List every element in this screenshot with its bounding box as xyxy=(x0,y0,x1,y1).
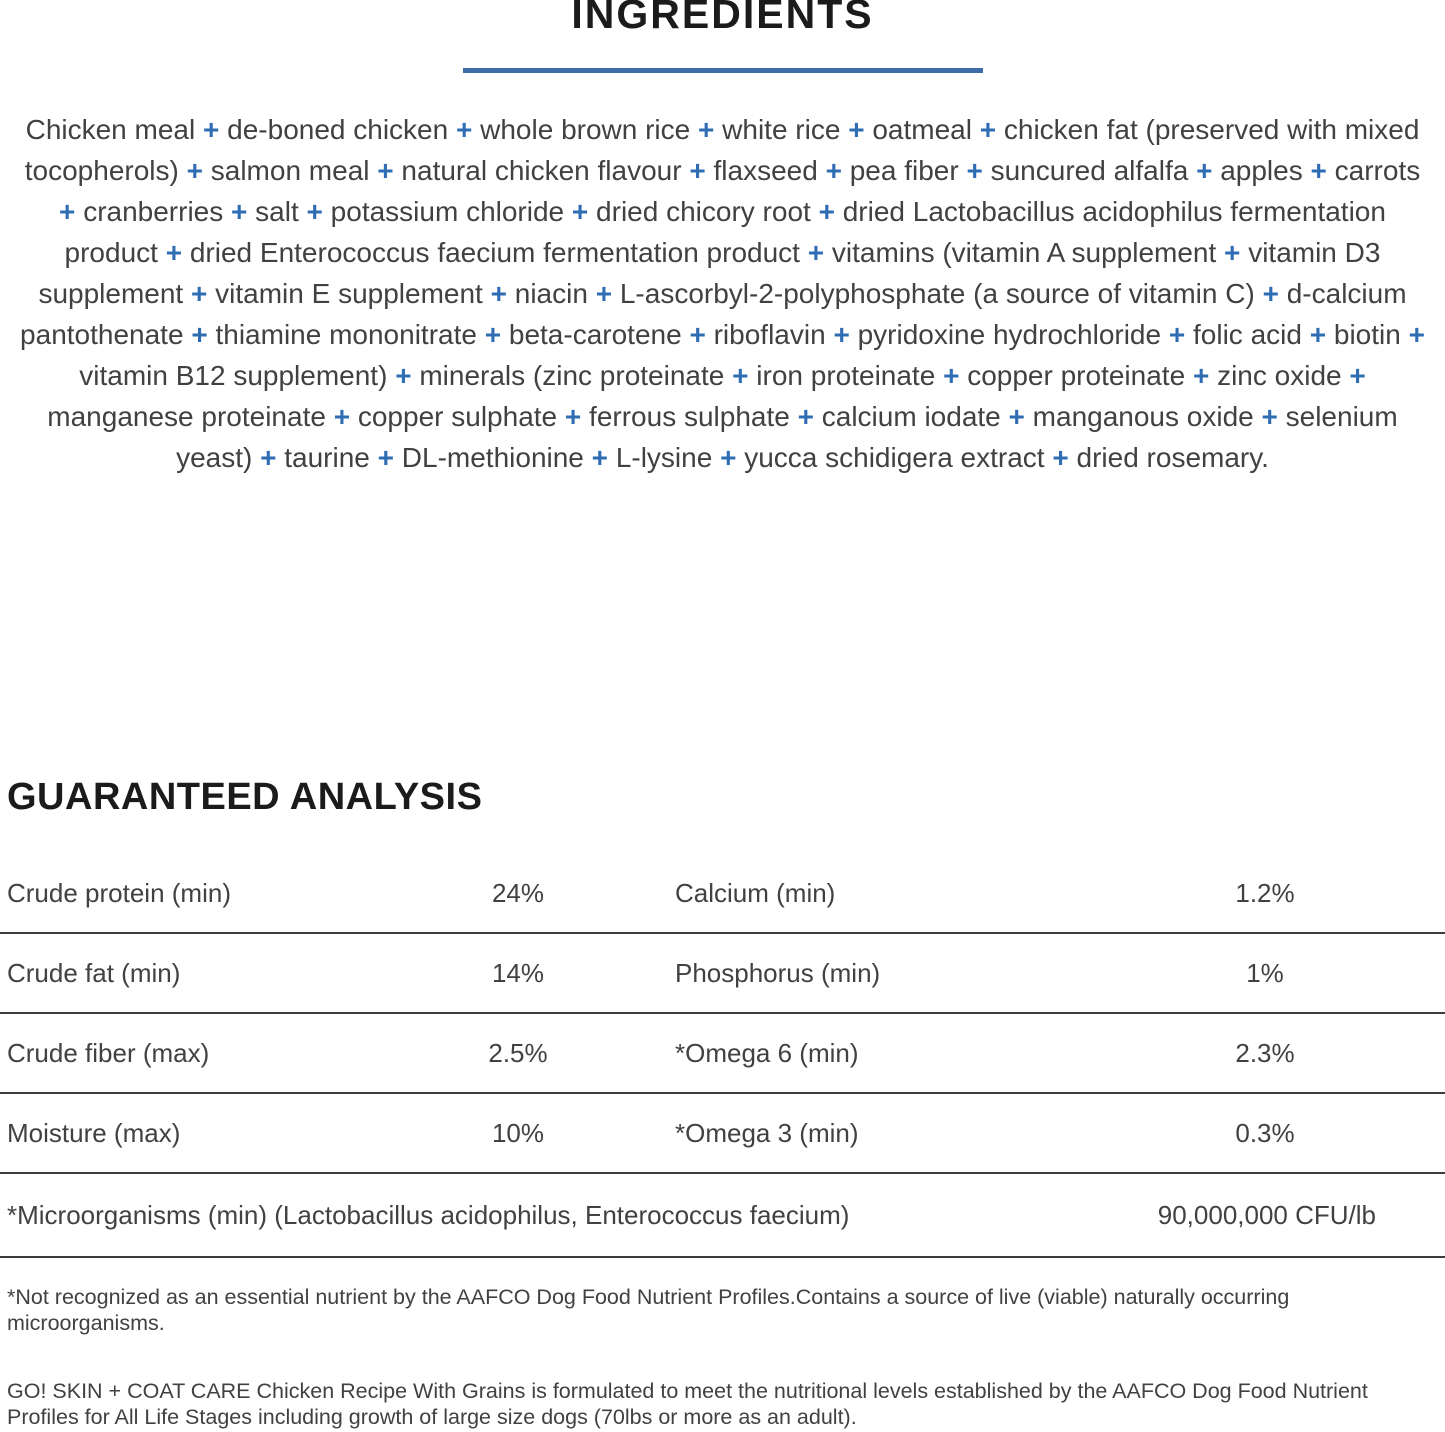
formulation-footnote: GO! SKIN + COAT CARE Chicken Recipe With Grains is formulated to meet the nutritional levels established by the AAFCO Dog Food Nutrient Profiles for All Life Stages including growth of large size dogs (70lbs or more as an adult). xyxy=(7,1379,1368,1429)
nutrient-value: 1.2% xyxy=(1235,878,1295,908)
table-row xyxy=(0,854,1445,932)
nutrient-value: 14% xyxy=(491,958,545,988)
nutrient-label: *Microorganisms (min) (Lactobacillus acidophilus, Enterococcus faecium) xyxy=(7,1200,850,1230)
nutrient-label: *Omega 6 (min) xyxy=(675,1038,859,1068)
nutrient-label: Phosphorus (min) xyxy=(675,958,881,988)
plus-separator-icon: + xyxy=(848,114,865,145)
plus-separator-icon: + xyxy=(165,237,183,268)
plus-separator-icon: + xyxy=(591,442,609,473)
plus-separator-icon: + xyxy=(191,278,208,309)
nutrient-value: 2.3% xyxy=(1235,1038,1295,1068)
plus-separator-icon: + xyxy=(1261,401,1278,432)
plus-separator-icon: + xyxy=(689,319,706,350)
plus-separator-icon: + xyxy=(1262,278,1279,309)
guaranteed-analysis-section xyxy=(0,777,1445,1258)
row-divider xyxy=(0,1256,1445,1258)
plus-separator-icon: + xyxy=(377,442,394,473)
table-row xyxy=(0,1014,1445,1092)
ingredients-section xyxy=(0,73,1445,773)
ingredients-paragraph: Chicken meal + de-boned chicken + whole brown rice + white rice + oatmeal + chicken fat (preserved with mixed tocopherols) + salmon meal + natural chicken flavour + flaxseed + pea fiber + suncured alfalfa + apples + carrots + cranberries + salt + potassium chloride + dried chicory root + dried Lactobacillus acidophilus fermentation product + dried Enterococcus faecium fermentation product + vitamins (vitamin A supplement + vitamin D3 supplement + vitamin E supplement + niacin + L-ascorbyl-2-polyphosphate (a source of vitamin C) + d-calcium pantothenate + thiamine mononitrate + beta-carotene + riboflavin + pyridoxine hydrochloride + folic acid + biotin + vitamin B12 supplement) + minerals (zinc proteinate + iron proteinate + copper proteinate + zinc oxide + manganese proteinate + copper sulphate + ferrous sulphate + calcium iodate + manganous oxide + selenium yeast) + taurine + DL-methionine + L-lysine + yucca schidigera extract + dried rosemary. xyxy=(20,114,1425,473)
plus-separator-icon: + xyxy=(1309,319,1327,350)
plus-separator-icon: + xyxy=(1052,442,1069,473)
plus-separator-icon: + xyxy=(1192,360,1210,391)
table-row xyxy=(0,934,1445,1012)
plus-separator-icon: + xyxy=(1168,319,1186,350)
nutrient-value: 90,000,000 CFU/lb xyxy=(1157,1200,1376,1230)
plus-separator-icon: + xyxy=(1008,401,1025,432)
microorganisms-row xyxy=(0,1174,1445,1256)
plus-separator-icon: + xyxy=(59,196,76,227)
plus-separator-icon: + xyxy=(943,360,960,391)
plus-separator-icon: + xyxy=(377,155,394,186)
guaranteed-analysis-table xyxy=(0,854,1445,1258)
plus-separator-icon: + xyxy=(818,196,835,227)
nutrient-label: Moisture (max) xyxy=(7,1118,181,1148)
plus-separator-icon: + xyxy=(979,114,997,145)
plus-separator-icon: + xyxy=(833,319,850,350)
plus-separator-icon: + xyxy=(484,319,502,350)
aafco-footnote: *Not recognized as an essential nutrient by the AAFCO Dog Food Nutrient Profiles.Contains a source of live (viable) naturally occurring microorganisms. xyxy=(7,1285,1290,1335)
plus-separator-icon: + xyxy=(231,196,248,227)
plus-separator-icon: + xyxy=(595,278,613,309)
nutrient-value: 0.3% xyxy=(1235,1118,1295,1148)
plus-separator-icon: + xyxy=(260,442,277,473)
plus-separator-icon: + xyxy=(698,114,715,145)
plus-separator-icon: + xyxy=(1224,237,1241,268)
plus-separator-icon: + xyxy=(825,155,842,186)
plus-separator-icon: + xyxy=(797,401,814,432)
plus-separator-icon: + xyxy=(306,196,323,227)
nutrient-value: 1% xyxy=(1246,958,1284,988)
plus-separator-icon: + xyxy=(966,155,983,186)
plus-separator-icon: + xyxy=(333,401,351,432)
plus-separator-icon: + xyxy=(186,155,203,186)
nutrient-label: Crude protein (min) xyxy=(7,878,231,908)
nutrient-label: Calcium (min) xyxy=(675,878,836,908)
plus-separator-icon: + xyxy=(1310,155,1327,186)
plus-separator-icon: + xyxy=(720,442,737,473)
guaranteed-analysis-heading: GUARANTEED ANALYSIS xyxy=(7,776,483,818)
plus-separator-icon: + xyxy=(490,278,507,309)
nutrient-value: 10% xyxy=(491,1118,545,1148)
plus-separator-icon: + xyxy=(807,237,825,268)
plus-separator-icon: + xyxy=(564,401,582,432)
plus-separator-icon: + xyxy=(191,319,208,350)
nutrient-value: 2.5% xyxy=(488,1038,548,1068)
nutrient-value: 24% xyxy=(491,878,545,908)
plus-separator-icon: + xyxy=(1349,360,1366,391)
plus-separator-icon: + xyxy=(689,155,706,186)
ingredients-header xyxy=(0,0,1445,73)
plus-separator-icon: + xyxy=(203,114,220,145)
page-title: INGREDIENTS xyxy=(571,0,874,37)
plus-separator-icon: + xyxy=(455,114,473,145)
nutrient-label: *Omega 3 (min) xyxy=(675,1118,859,1148)
plus-separator-icon: + xyxy=(571,196,589,227)
plus-separator-icon: + xyxy=(1196,155,1213,186)
plus-separator-icon: + xyxy=(732,360,749,391)
table-row xyxy=(0,1094,1445,1172)
plus-separator-icon: + xyxy=(395,360,412,391)
plus-separator-icon: + xyxy=(1408,319,1425,350)
nutrient-label: Crude fat (min) xyxy=(7,958,181,988)
nutrient-label: Crude fiber (max) xyxy=(7,1038,210,1068)
